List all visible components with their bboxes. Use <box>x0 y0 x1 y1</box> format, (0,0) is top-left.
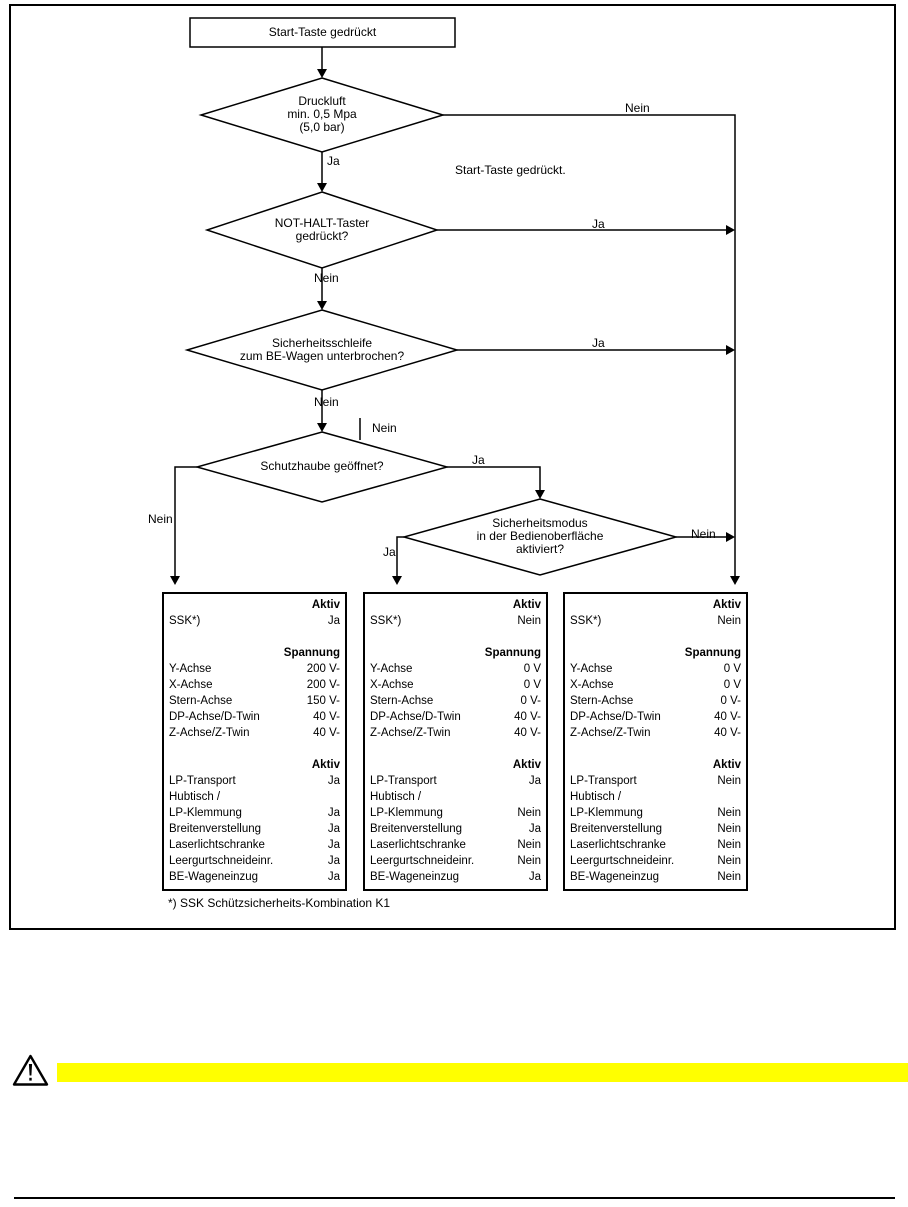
row-value: Aktiv <box>311 759 340 771</box>
edge-d1-nein <box>443 115 735 576</box>
row-value: 40 V- <box>714 727 741 739</box>
edge-label-d1-nein: Nein <box>625 101 650 115</box>
row-label: Hubtisch / <box>169 791 221 803</box>
row-label: LP-Transport <box>570 775 637 787</box>
footer-rule <box>14 1197 895 1199</box>
table-row <box>565 853 746 869</box>
row-label: Laserlichtschranke <box>370 839 466 851</box>
decision-line: zum BE-Wagen unterbrochen? <box>239 349 405 363</box>
edge-label-d2-ja: Ja <box>592 217 605 231</box>
table-section-header-row <box>365 757 546 773</box>
table-row <box>365 821 546 837</box>
row-value: Aktiv <box>712 599 741 611</box>
edge-label-d3-ja: Ja <box>592 336 605 350</box>
row-value: 200 V- <box>306 663 340 675</box>
table-row <box>164 837 345 853</box>
table-row <box>365 789 546 805</box>
table-row <box>164 821 345 837</box>
row-label: DP-Achse/D-Twin <box>370 711 461 723</box>
row-value: Ja <box>528 823 541 835</box>
table-row <box>565 821 746 837</box>
arrowheads <box>170 69 740 585</box>
row-label: LP-Klemmung <box>570 807 643 819</box>
table-row <box>164 693 345 709</box>
table-section-header-row <box>164 645 345 661</box>
row-value: 0 V- <box>720 695 741 707</box>
row-value: Nein <box>717 839 741 851</box>
row-label: LP-Transport <box>370 775 437 787</box>
row-value: Nein <box>717 615 741 627</box>
edge-label-d2-nein: Nein <box>314 271 339 285</box>
row-label: Leergurtschneideinr. <box>570 855 675 867</box>
table-row <box>164 773 345 789</box>
table-section-header-row <box>365 645 546 661</box>
row-value: Nein <box>717 823 741 835</box>
table-row <box>365 629 546 645</box>
row-value: Aktiv <box>512 599 541 611</box>
table-row <box>365 853 546 869</box>
row-label: Breitenverstellung <box>370 823 463 835</box>
decision-line: NOT-HALT-Taster <box>274 216 370 230</box>
table-row <box>365 773 546 789</box>
row-value: Nein <box>717 807 741 819</box>
row-label: Z-Achse/Z-Twin <box>370 727 451 739</box>
table-row <box>164 677 345 693</box>
decision-nothalt-label <box>207 217 437 243</box>
row-label: Leergurtschneideinr. <box>370 855 475 867</box>
row-value: Nein <box>717 855 741 867</box>
row-value: Nein <box>717 775 741 787</box>
row-label: Y-Achse <box>570 663 613 675</box>
row-value: 0 V <box>723 663 741 675</box>
row-value: Aktiv <box>311 599 340 611</box>
state-table-haube-closed <box>162 592 347 891</box>
row-value: Ja <box>327 855 340 867</box>
decision-line: min. 0,5 Mpa <box>287 107 357 121</box>
row-label: Stern-Achse <box>570 695 634 707</box>
table-row <box>365 693 546 709</box>
row-value: Nein <box>717 871 741 883</box>
row-value: Ja <box>327 775 340 787</box>
edge-label-d5-ja: Ja <box>383 545 396 559</box>
row-label: Z-Achse/Z-Twin <box>169 727 250 739</box>
row-value: 40 V- <box>313 727 340 739</box>
table-section-header-row <box>565 597 746 613</box>
table-row <box>164 709 345 725</box>
table-row <box>365 741 546 757</box>
arrow-down-icon <box>317 301 327 310</box>
table-row <box>565 693 746 709</box>
decision-line: Sicherheitsmodus <box>492 516 588 530</box>
decision-line: in der Bedienoberfläche <box>476 529 604 543</box>
edge-d5-ja <box>397 537 404 576</box>
decision-line: aktiviert? <box>515 542 565 556</box>
row-value: Ja <box>327 839 340 851</box>
edge-d4-nein <box>175 467 197 576</box>
row-label: X-Achse <box>570 679 614 691</box>
table-row <box>365 613 546 629</box>
row-label: Laserlichtschranke <box>570 839 666 851</box>
table-row <box>565 741 746 757</box>
row-label: SSK*) <box>169 615 201 627</box>
row-value: Ja <box>327 615 340 627</box>
table-row <box>565 725 746 741</box>
table-row <box>365 677 546 693</box>
table-row <box>164 805 345 821</box>
arrow-down-icon <box>730 576 740 585</box>
arrow-down-icon <box>170 576 180 585</box>
arrow-down-icon <box>535 490 545 499</box>
row-label: DP-Achse/D-Twin <box>570 711 661 723</box>
row-label: Hubtisch / <box>570 791 622 803</box>
row-value: 40 V- <box>313 711 340 723</box>
edge-label-d4-nein: Nein <box>148 512 173 526</box>
arrow-down-icon <box>317 183 327 192</box>
row-value: 0 V <box>523 679 541 691</box>
table-row <box>164 741 345 757</box>
edge-d4-ja <box>447 467 540 490</box>
row-label: Breitenverstellung <box>570 823 663 835</box>
row-label: LP-Transport <box>169 775 236 787</box>
row-value: Nein <box>517 855 541 867</box>
row-label: DP-Achse/D-Twin <box>169 711 260 723</box>
row-value: 40 V- <box>514 711 541 723</box>
table-section-header-row <box>164 757 345 773</box>
footnote: *) SSK Schützsicherheits-Kombination K1 <box>168 896 391 910</box>
row-label: SSK*) <box>370 615 402 627</box>
arrow-down-icon <box>392 576 402 585</box>
table-section-header-row <box>164 597 345 613</box>
table-row <box>365 837 546 853</box>
table-row <box>365 869 546 885</box>
row-label: BE-Wageneinzug <box>370 871 460 883</box>
table-row <box>565 789 746 805</box>
table-row <box>565 709 746 725</box>
edge-label-d1-ja: Ja <box>327 154 340 168</box>
decision-line: Druckluft <box>298 94 346 108</box>
row-label: Stern-Achse <box>169 695 233 707</box>
row-value: 150 V- <box>306 695 340 707</box>
table-section-header-row <box>565 645 746 661</box>
row-label: X-Achse <box>370 679 414 691</box>
row-label: BE-Wageneinzug <box>169 871 259 883</box>
row-label: Laserlichtschranke <box>169 839 265 851</box>
row-label: BE-Wageneinzug <box>570 871 660 883</box>
row-value: Ja <box>528 871 541 883</box>
table-row <box>565 677 746 693</box>
table-row <box>565 629 746 645</box>
table-row <box>565 869 746 885</box>
row-label: Breitenverstellung <box>169 823 262 835</box>
decision-line: (5,0 bar) <box>299 120 345 134</box>
row-label: Stern-Achse <box>370 695 434 707</box>
arrow-down-icon <box>317 69 327 78</box>
edge-label-d4-ja: Ja <box>472 453 485 467</box>
row-label: X-Achse <box>169 679 213 691</box>
table-row <box>565 773 746 789</box>
row-value: Ja <box>327 807 340 819</box>
row-value: Ja <box>327 823 340 835</box>
row-value: Spannung <box>684 647 741 659</box>
decision-druckluft-label <box>202 95 442 134</box>
decision-schutzhaube-label <box>197 460 447 473</box>
row-value: Nein <box>517 839 541 851</box>
table-row <box>565 805 746 821</box>
arrow-right-icon <box>726 532 735 542</box>
table-row <box>565 837 746 853</box>
table-row <box>565 613 746 629</box>
row-value: 0 V <box>723 679 741 691</box>
table-row <box>164 789 345 805</box>
decision-line: Schutzhaube geöffnet? <box>260 459 384 473</box>
table-row <box>365 725 546 741</box>
table-row <box>164 629 345 645</box>
table-row <box>365 661 546 677</box>
start-node-text: Start-Taste gedrückt <box>268 25 377 39</box>
row-label: Hubtisch / <box>370 791 422 803</box>
table-row <box>164 869 345 885</box>
decision-sicherheitsmodus-label <box>404 517 676 556</box>
row-value: 40 V- <box>514 727 541 739</box>
row-value: Aktiv <box>512 759 541 771</box>
stray-nein-label: Nein <box>372 421 397 435</box>
edge-label-d3-nein: Nein <box>314 395 339 409</box>
table-row <box>164 725 345 741</box>
row-value: 0 V- <box>520 695 541 707</box>
row-label: LP-Klemmung <box>370 807 443 819</box>
flow-note: Start-Taste gedrückt. <box>455 163 566 177</box>
row-value: Nein <box>517 807 541 819</box>
table-section-header-row <box>565 757 746 773</box>
row-label: Y-Achse <box>169 663 212 675</box>
row-label: SSK*) <box>570 615 602 627</box>
row-label: LP-Klemmung <box>169 807 242 819</box>
highlight-bar <box>57 1063 908 1082</box>
row-value: Spannung <box>283 647 340 659</box>
row-label: Y-Achse <box>370 663 413 675</box>
warning-icon <box>12 1053 49 1088</box>
table-row <box>164 661 345 677</box>
arrow-down-icon <box>317 423 327 432</box>
state-table-all-off <box>563 592 748 891</box>
table-row <box>365 709 546 725</box>
row-value: Spannung <box>484 647 541 659</box>
row-value: 0 V <box>523 663 541 675</box>
row-value: Ja <box>327 871 340 883</box>
arrow-right-icon <box>726 345 735 355</box>
row-value: 40 V- <box>714 711 741 723</box>
decision-line: Sicherheitsschleife <box>271 336 373 350</box>
table-row <box>565 661 746 677</box>
row-value: 200 V- <box>306 679 340 691</box>
table-row <box>365 805 546 821</box>
table-row <box>164 853 345 869</box>
row-value: Nein <box>517 615 541 627</box>
table-section-header-row <box>365 597 546 613</box>
arrow-right-icon <box>726 225 735 235</box>
row-label: Leergurtschneideinr. <box>169 855 274 867</box>
start-node-label <box>190 18 455 47</box>
decision-line: gedrückt? <box>295 229 349 243</box>
state-table-sicherheitsmodus <box>363 592 548 891</box>
row-label: Z-Achse/Z-Twin <box>570 727 651 739</box>
row-value: Aktiv <box>712 759 741 771</box>
table-row <box>164 613 345 629</box>
row-value: Ja <box>528 775 541 787</box>
edge-label-d5-nein: Nein <box>691 527 716 541</box>
decision-sicherheitsschleife-label <box>172 337 472 363</box>
